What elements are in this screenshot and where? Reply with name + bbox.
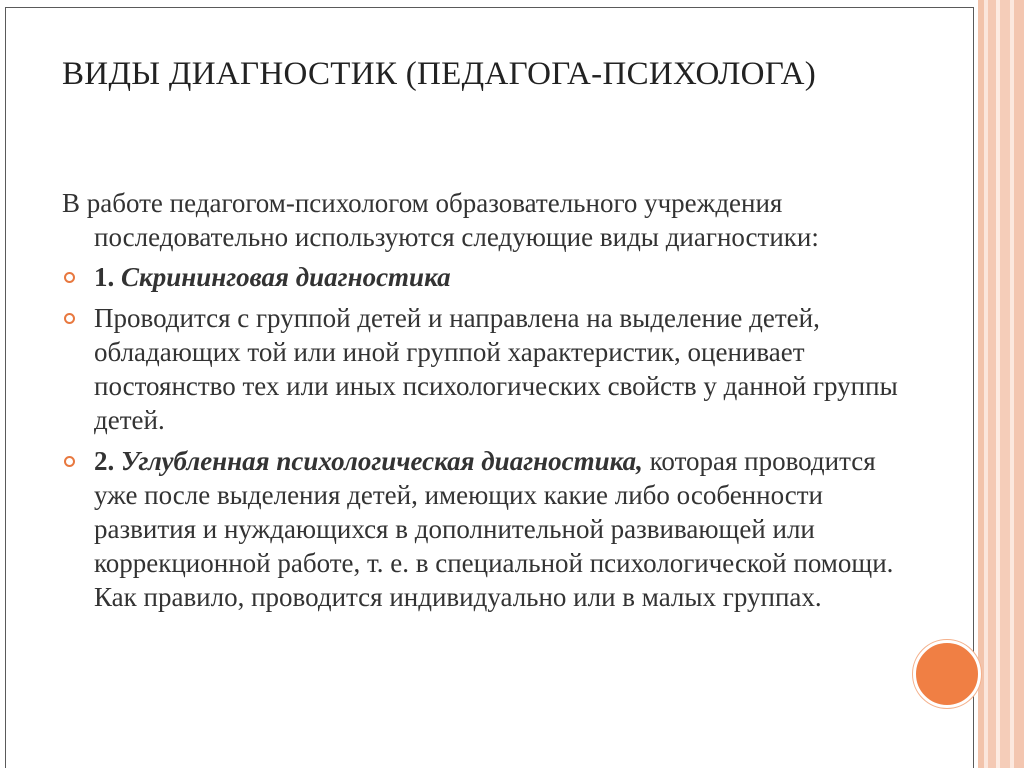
- slide-content: [62, 186, 922, 621]
- screening-description: Проводится с группой детей и направлена на выделение детей, обладающих той или иной группой характеристик, оценивает постоянство тех или иных психологических свойств у данной группы детей.: [94, 303, 898, 435]
- decorative-stripes: [978, 0, 1024, 768]
- screening-heading: [94, 262, 451, 292]
- screening-number: 1.: [94, 262, 115, 292]
- bullet-icon: [64, 272, 75, 283]
- bullet-item-screening-description: [62, 301, 922, 437]
- bullet-icon: [64, 313, 75, 324]
- bullet-item-screening: [62, 260, 922, 294]
- intro-paragraph: В работе педагогом-психологом образовательного учреждения последовательно используются следующие виды диагностики:: [62, 188, 819, 252]
- slide-title: ВИДЫ ДИАГНОСТИК (ПЕДАГОГА-ПСИХОЛОГА): [62, 56, 817, 92]
- bullet-item-deep-diagnostics: [62, 444, 922, 614]
- deep-diagnostics-title: Углубленная психологическая диагностика,: [121, 446, 643, 476]
- bullet-icon: [64, 456, 75, 467]
- deep-diagnostics-number: 2.: [94, 446, 115, 476]
- deep-diagnostics-description: которая проводится уже после выделения детей, имеющих какие либо особенности развития и нуждающихся в дополнительной развивающей или коррекционной работе, т. е. в специальной психологической помощи. Как правило, проводится индивидуально или в малых группах.: [94, 446, 894, 612]
- decorative-circle: [913, 640, 981, 708]
- deep-diagnostics-heading: [94, 446, 643, 476]
- bullet-list: [62, 260, 922, 614]
- screening-title: Скрининговая диагностика: [121, 262, 451, 292]
